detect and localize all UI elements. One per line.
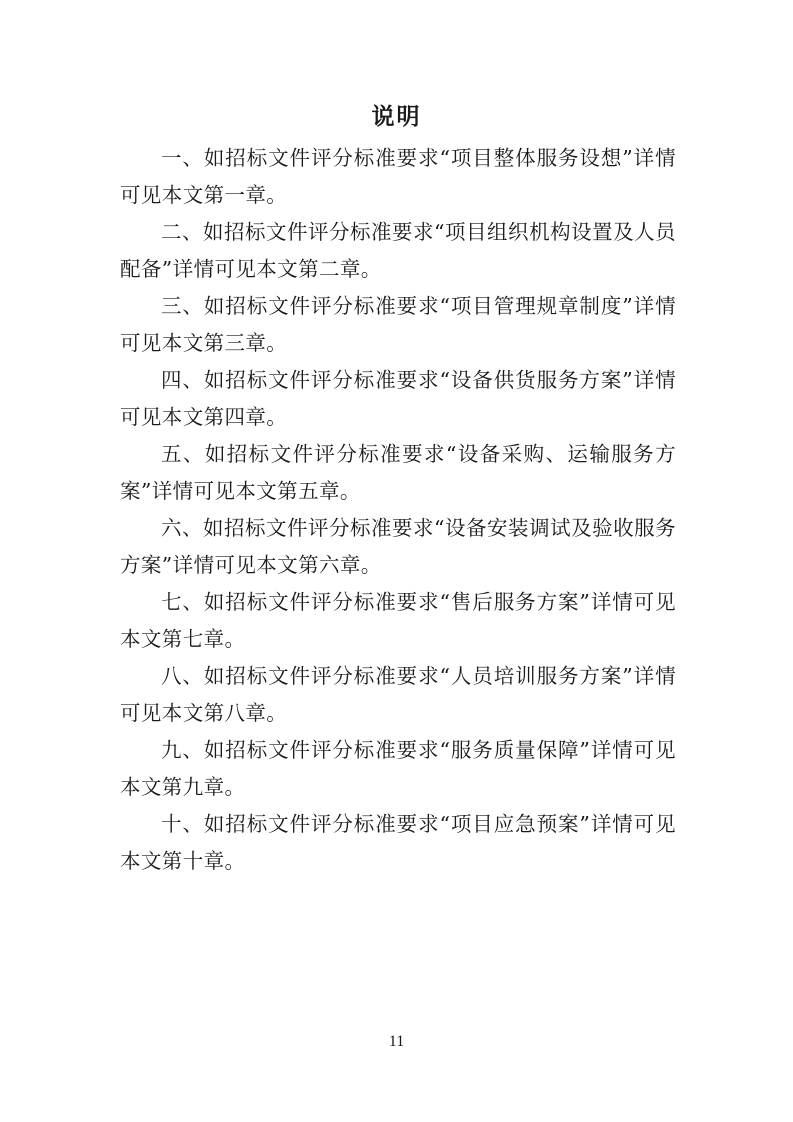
paragraph-3: 三、如招标文件评分标准要求“项目管理规章制度”详情可见本文第三章。 bbox=[120, 294, 676, 355]
paragraph-8: 八、如招标文件评分标准要求“人员培训服务方案”详情可见本文第八章。 bbox=[120, 664, 676, 725]
paragraph-9: 九、如招标文件评分标准要求“服务质量保障”详情可见本文第九章。 bbox=[120, 738, 676, 799]
page-number: 11 bbox=[388, 1033, 405, 1050]
paragraph-2: 二、如招标文件评分标准要求“项目组织机构设置及人员配备”详情可见本文第二章。 bbox=[120, 220, 676, 281]
paragraph-7: 七、如招标文件评分标准要求“售后服务方案”详情可见本文第七章。 bbox=[120, 590, 676, 651]
paragraph-4: 四、如招标文件评分标准要求“设备供货服务方案”详情可见本文第四章。 bbox=[120, 368, 676, 429]
paragraph-1: 一、如招标文件评分标准要求“项目整体服务设想”详情可见本文第一章。 bbox=[120, 146, 676, 207]
paragraph-10: 十、如招标文件评分标准要求“项目应急预案”详情可见本文第十章。 bbox=[120, 812, 676, 873]
paragraph-5: 五、如招标文件评分标准要求“设备采购、运输服务方案”详情可见本文第五章。 bbox=[120, 442, 676, 503]
page-title: 说明 bbox=[371, 103, 422, 130]
document-body bbox=[120, 140, 676, 880]
paragraph-6: 六、如招标文件评分标准要求“设备安装调试及验收服务方案”详情可见本文第六章。 bbox=[120, 516, 676, 577]
